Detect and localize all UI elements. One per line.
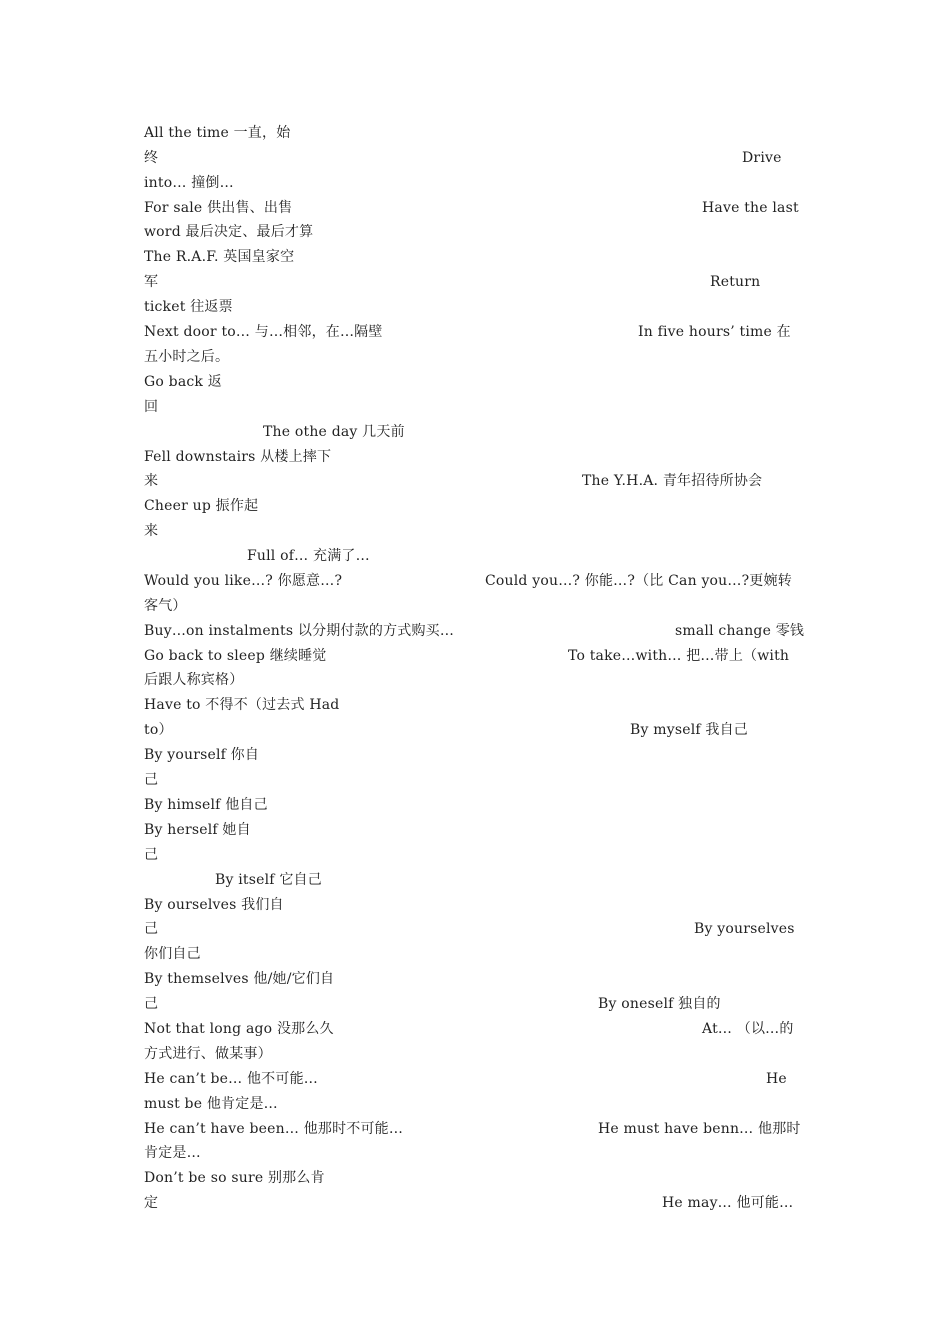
text-line: 己: [144, 921, 159, 937]
text-line: 终: [144, 150, 159, 166]
text-line: The othe day 几天前: [263, 424, 405, 440]
text-line: 军: [144, 274, 159, 290]
text-line: 己: [144, 847, 159, 863]
text-line: He: [766, 1071, 787, 1087]
text-line: Return: [710, 274, 761, 290]
text-line: small change 零钱: [675, 623, 805, 639]
text-line: Buy…on instalments 以分期付款的方式购买…: [144, 623, 455, 639]
text-line: By ourselves 我们自: [144, 897, 284, 913]
text-line: 己: [144, 996, 159, 1012]
text-line: 来: [144, 473, 159, 489]
text-line: Fell downstairs 从楼上摔下: [144, 449, 332, 465]
text-line: 回: [144, 399, 159, 415]
text-line: Go back to sleep 继续睡觉: [144, 648, 327, 664]
text-line: By myself 我自己: [630, 722, 749, 738]
text-line: 你们自己: [144, 946, 201, 962]
text-line: The Y.H.A. 青年招待所协会: [582, 473, 763, 489]
text-line: Don’t be so sure 别那么肯: [144, 1170, 325, 1186]
text-line: By yourself 你自: [144, 747, 260, 763]
text-line: By itself 它自己: [215, 872, 322, 888]
text-line: word 最后决定、最后才算: [144, 224, 314, 240]
text-line: All the time 一直，始: [144, 125, 291, 141]
text-line: Would you like…? 你愿意…?: [144, 573, 343, 589]
text-line: 五小时之后。: [144, 349, 230, 365]
text-line: Full of… 充满了…: [247, 548, 370, 564]
text-line: He can’t be… 他不可能…: [144, 1071, 318, 1087]
text-line: Have the last: [702, 200, 799, 216]
text-line: 方式进行、做某事）: [144, 1046, 272, 1062]
text-line: To take…with… 把…带上（with: [568, 648, 790, 664]
text-line: He may… 他可能…: [662, 1195, 794, 1211]
text-line: 肯定是…: [144, 1145, 201, 1161]
text-line: 后跟人称宾格）: [144, 672, 244, 688]
text-line: Have to 不得不（过去式 Had: [144, 697, 340, 713]
text-line: 定: [144, 1195, 159, 1211]
text-line: By yourselves: [694, 921, 795, 937]
text-line: Not that long ago 没那么久: [144, 1021, 334, 1037]
text-line: must be 他肯定是…: [144, 1096, 278, 1112]
text-line: 客气）: [144, 598, 187, 614]
text-line: into… 撞倒…: [144, 175, 234, 191]
text-line: Could you…? 你能…?（比 Can you…?更婉转: [485, 573, 792, 589]
text-line: 己: [144, 772, 159, 788]
text-line: In five hours’ time 在: [638, 324, 791, 340]
text-line: By herself 她自: [144, 822, 251, 838]
text-line: By oneself 独自的: [598, 996, 721, 1012]
text-line: He must have benn… 他那时: [598, 1121, 801, 1137]
text-line: By themselves 他/她/它们自: [144, 971, 335, 987]
text-line: Drive: [742, 150, 782, 166]
text-line: Cheer up 振作起: [144, 498, 259, 514]
text-line: to）: [144, 722, 173, 738]
text-line: The R.A.F. 英国皇家空: [144, 249, 295, 265]
text-line: He can’t have been… 他那时不可能…: [144, 1121, 404, 1137]
text-line: For sale 供出售、出售: [144, 200, 293, 216]
text-line: Next door to… 与…相邻，在…隔壁: [144, 324, 383, 340]
text-line: ticket 往返票: [144, 299, 233, 315]
text-line: Go back 返: [144, 374, 222, 390]
text-line: At… （以…的: [702, 1021, 794, 1037]
text-line: By himself 他自己: [144, 797, 268, 813]
text-line: 来: [144, 523, 159, 539]
